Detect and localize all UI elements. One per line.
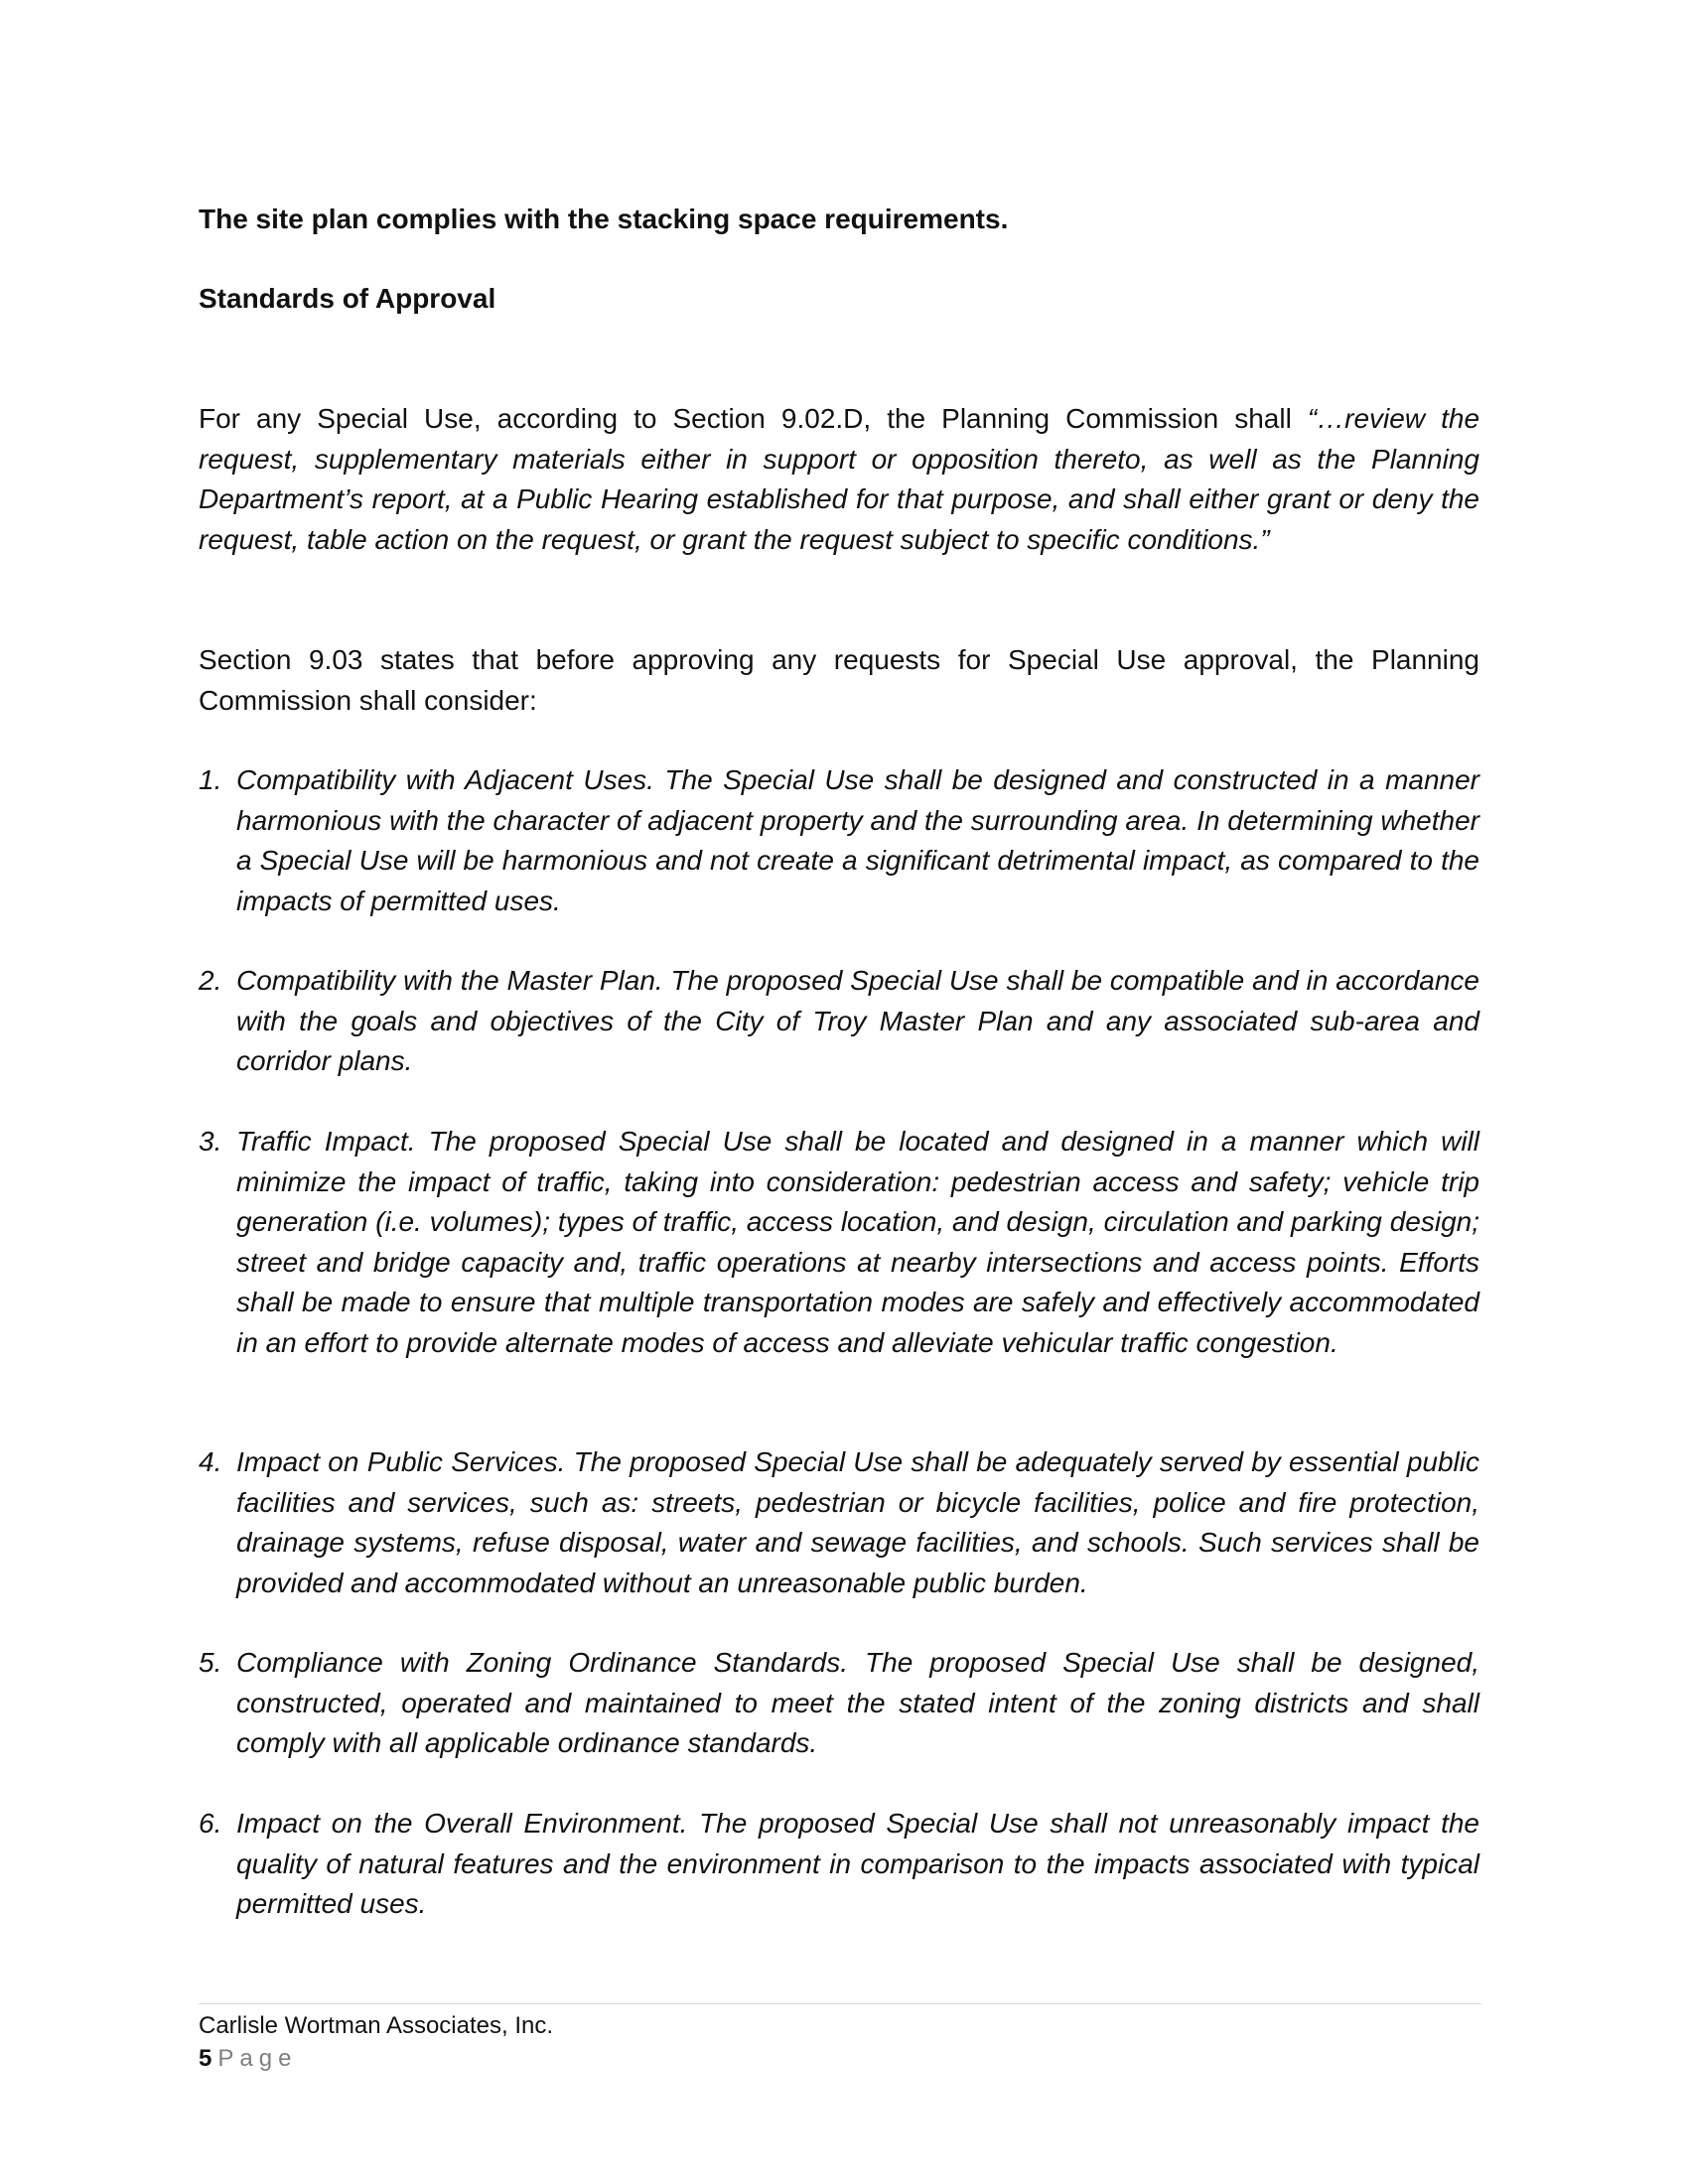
list-item-number: 4. <box>199 1446 222 1477</box>
document-page <box>199 0 1479 2184</box>
intro-lead: For any Special Use, according to Section 9.02.D, the Planning Commission shall <box>199 403 1308 434</box>
list-item <box>199 1442 1479 1603</box>
list-item-number: 2. <box>199 965 222 996</box>
page-number: 5 <box>199 2045 212 2072</box>
list-item-number: 6. <box>199 1808 222 1839</box>
footer-company: Carlisle Wortman Associates, Inc. <box>199 2012 554 2039</box>
stacking-heading: The site plan complies with the stacking space requirements. <box>199 204 1009 234</box>
intro-quote: “…review the request, supplementary materials either in support or opposition thereto, as well as the Planning Department’s report, at a Public Hearing established for that purpose, and shall either grant or deny the request, table action on the request, or grant the request subject to specific conditions.” <box>199 403 1480 555</box>
list-item-text: Traffic Impact. The proposed Special Use shall be located and designed in a manner which will minimize the impact of traffic, taking into consideration: pedestrian access and safety; vehicle trip generation (i.e. volumes); types of traffic, access location, and design, circulation and parking design; street and bridge capacity and, traffic operations at nearby intersections and access points. Efforts shall be made to ensure that multiple transportation modes are safely and effectively accommodated in an effort to provide alternate modes of access and alleviate vehicular traffic congestion. <box>236 1126 1479 1358</box>
list-item <box>199 1122 1479 1363</box>
list-item <box>199 961 1479 1082</box>
list-item-text: Compatibility with Adjacent Uses. The Special Use shall be designed and constructed in a manner harmonious with the character of adjacent property and the surrounding area. In determining whether a Special Use will be harmonious and not create a significant detrimental impact, as compared to the impacts of permitted uses. <box>236 764 1479 916</box>
footer-page-number <box>199 2043 297 2075</box>
list-item-text: Compliance with Zoning Ordinance Standards. The proposed Special Use shall be designed, constructed, operated and maintained to meet the stated intent of the zoning districts and shall comply with all applicable ordinance standards. <box>236 1647 1479 1758</box>
list-item-number: 3. <box>199 1126 222 1157</box>
section-paragraph: Section 9.03 states that before approving any requests for Special Use approval, the Planning Commission shall consider: <box>199 644 1479 716</box>
list-item-text: Impact on the Overall Environment. The proposed Special Use shall not unreasonably impact the quality of natural features and the environment in comparison to the impacts associated with typical permitted uses. <box>236 1808 1479 1919</box>
list-item-text: Compatibility with the Master Plan. The proposed Special Use shall be compatible and in accordance with the goals and objectives of the City of Troy Master Plan and any associated sub-area and corridor plans. <box>236 965 1479 1076</box>
list-item <box>199 1804 1479 1925</box>
intro-paragraph <box>199 399 1479 560</box>
list-item <box>199 1643 1479 1764</box>
list-item-number: 1. <box>199 764 222 795</box>
list-item-number: 5. <box>199 1647 222 1678</box>
list-item <box>199 760 1479 921</box>
footer-divider <box>199 2003 1481 2004</box>
list-item-text: Impact on Public Services. The proposed Special Use shall be adequately served by essential public facilities and services, such as: streets, pedestrian or bicycle facilities, police and fire protection, drainage systems, refuse disposal, water and sewage facilities, and schools. Such services shall be provided and accommodated without an unreasonable public burden. <box>236 1446 1479 1598</box>
page-label: Page <box>217 2045 298 2072</box>
standards-heading: Standards of Approval <box>199 283 496 314</box>
